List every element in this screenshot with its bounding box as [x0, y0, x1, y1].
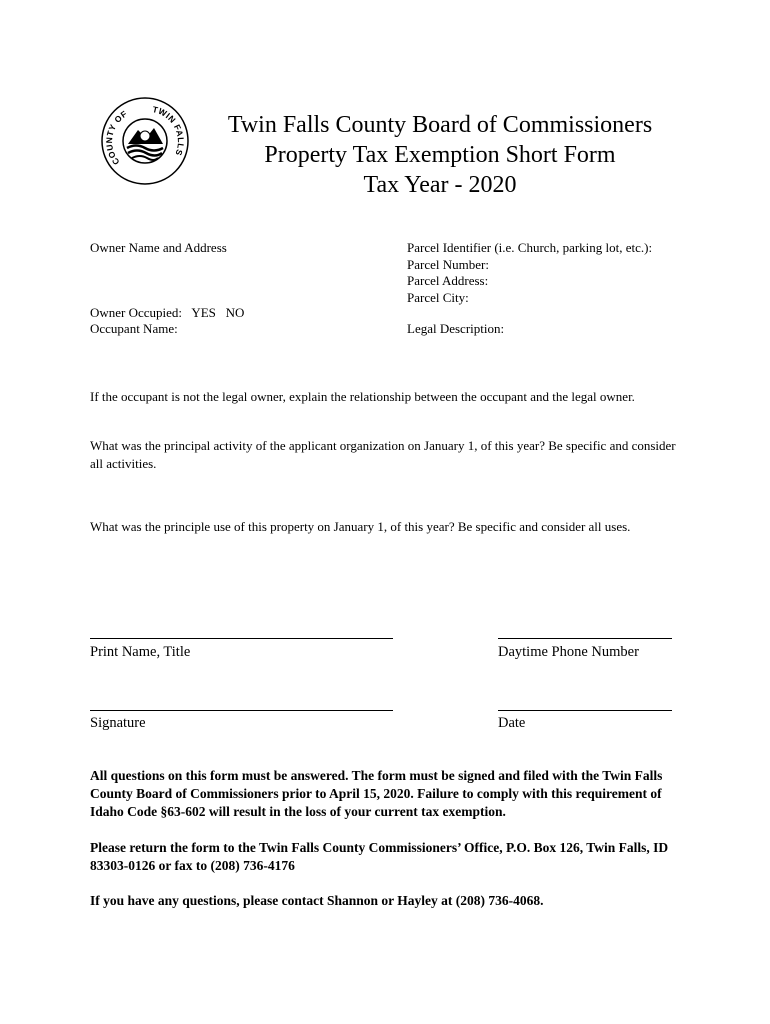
svg-text:COUNTY OF	[104, 108, 129, 166]
date-label: Date	[498, 715, 526, 731]
parcel-city-label: Parcel City:	[407, 289, 469, 305]
phone-line[interactable]	[498, 638, 672, 639]
title-line-2: Property Tax Exemption Short Form	[264, 142, 616, 168]
phone-label: Daytime Phone Number	[498, 644, 639, 660]
question-principal-activity: What was the principal activity of the applicant organization on January 1, of this year? Be specific and consider all activities.	[90, 438, 676, 471]
title-line-3: Tax Year - 2020	[363, 172, 517, 198]
legal-description-label: Legal Description:	[407, 321, 505, 336]
owner-occupied-label: Owner Occupied: YES NO	[90, 305, 245, 320]
notice-return-address: Please return the form to the Twin Falls County Commissioners’ Office, P.O. Box 126, Twin Falls, ID 83303-0126 or fax to (208) 736-4176	[90, 840, 669, 873]
print-name-line[interactable]	[90, 638, 393, 639]
parcel-number-label: Parcel Number:	[407, 256, 489, 272]
seal-text-left: COUNTY OF	[103, 108, 129, 167]
question-principal-use: What was the principle use of this property on January 1, of this year? Be specific and consider all uses.	[90, 519, 631, 534]
signature-line[interactable]	[90, 710, 393, 711]
seal-text-right: TWIN FALLS	[151, 104, 186, 158]
owner-name-address-label: Owner Name and Address	[90, 240, 227, 255]
form-title	[200, 110, 680, 200]
parcel-identifier-label: Parcel Identifier (i.e. Church, parking lot, etc.):	[407, 240, 653, 255]
notice-contact: If you have any questions, please contact Shannon or Hayley at (208) 736-4068.	[90, 893, 544, 908]
county-seal-logo	[100, 96, 190, 186]
parcel-address-label: Parcel Address:	[407, 273, 489, 288]
notice-requirements: All questions on this form must be answered. The form must be signed and filed with the Twin Falls County Board of Commissioners prior to April 15, 2020. Failure to comply with this requirement of Idaho Code §63-602 will result in the loss of your current tax exemption.	[90, 768, 663, 819]
question-occupant-relationship: If the occupant is not the legal owner, explain the relationship between the occupant and the legal owner.	[90, 389, 635, 404]
occupant-name-label: Occupant Name:	[90, 321, 178, 336]
print-name-label: Print Name, Title	[90, 644, 191, 660]
date-line[interactable]	[498, 710, 672, 711]
title-line-1: Twin Falls County Board of Commissioners	[227, 112, 653, 138]
seal-emblem-icon	[127, 128, 163, 160]
signature-label: Signature	[90, 715, 146, 731]
